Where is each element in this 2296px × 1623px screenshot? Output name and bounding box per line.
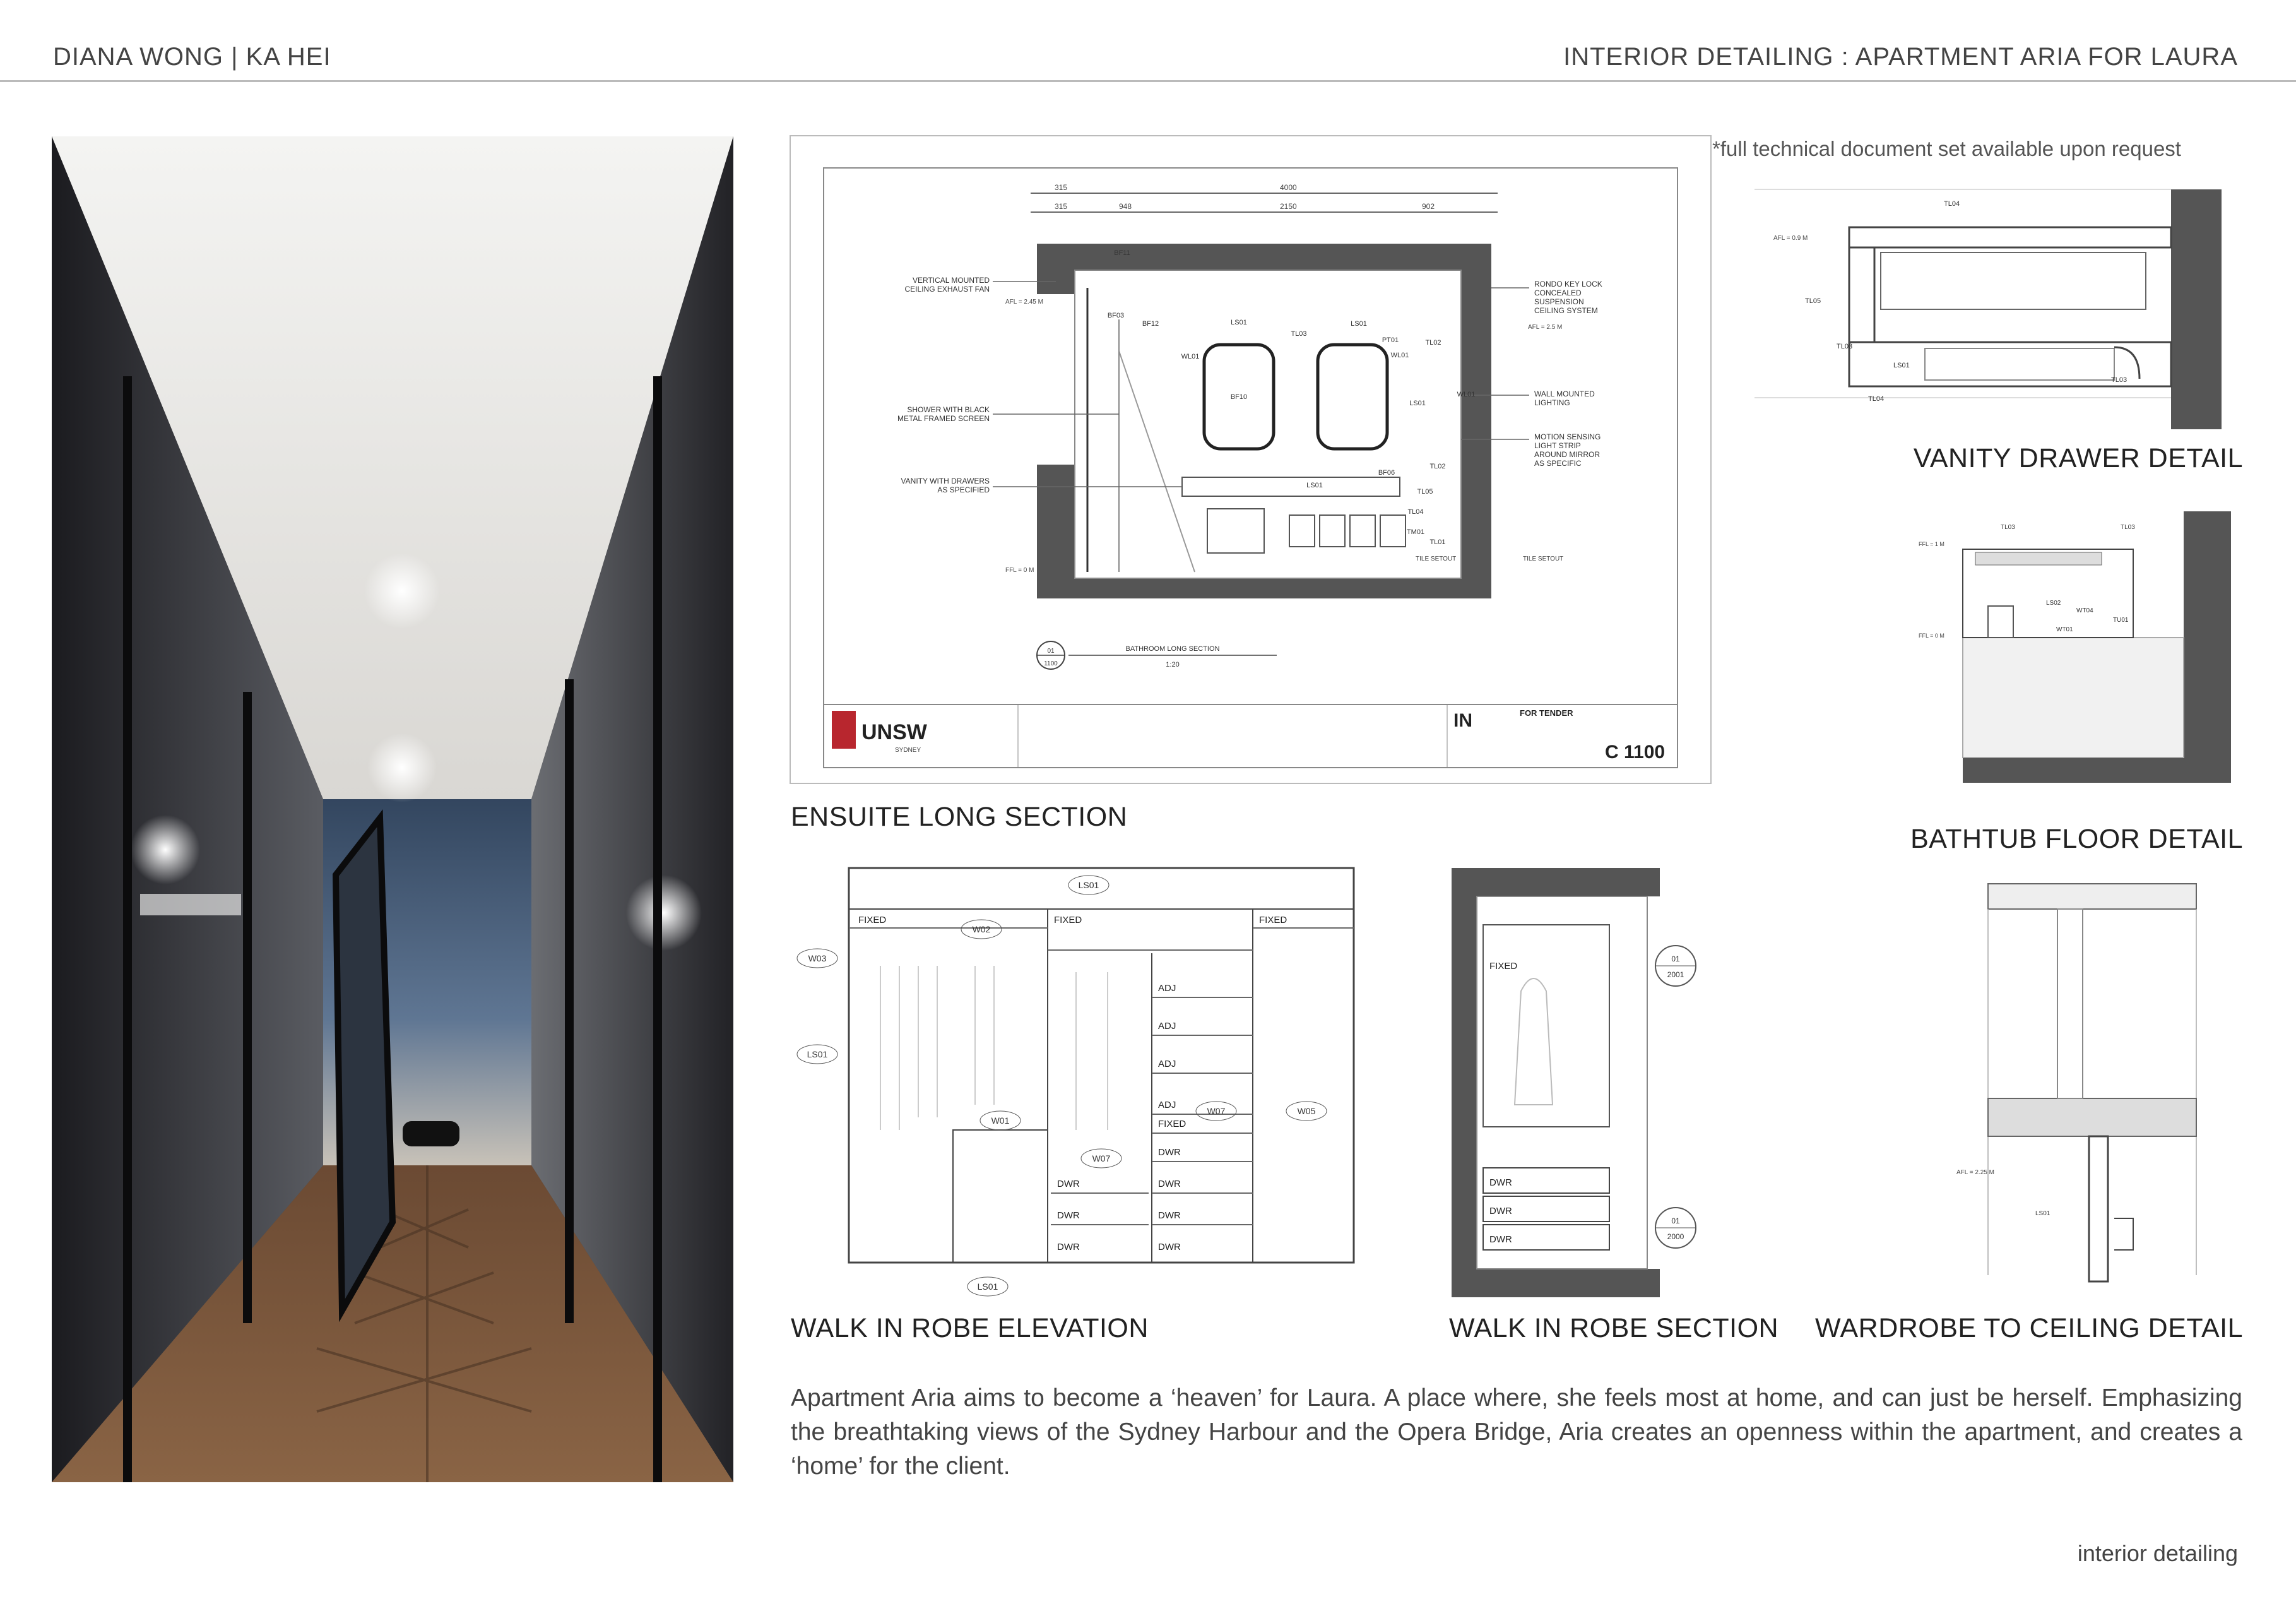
section-ref-1-sheet: 2001: [1667, 970, 1684, 979]
label-exhaust-fan-2: CEILING EXHAUST FAN: [904, 285, 990, 294]
tag-tl04: TL04: [1407, 508, 1424, 516]
tech-doc-note: *full technical document set available upon request: [1712, 137, 2181, 160]
caption-vanity-drawer-detail: VANITY DRAWER DETAIL: [1913, 443, 2243, 473]
vanity-tag-tl04-b: TL04: [1868, 395, 1885, 403]
bathtub-ffl-2: FFL = 0 M: [1919, 633, 1944, 639]
tag-ls01-d: LS01: [1306, 482, 1323, 489]
robe-label-fixed-1: FIXED: [858, 915, 887, 925]
titleblock-sheet: C 1100: [1605, 742, 1666, 763]
bathtub-tag-ls02: LS02: [2046, 600, 2061, 607]
bathtub-tag-tl03-b: TL03: [2121, 524, 2135, 531]
robe-label-dwr-4: DWR: [1057, 1210, 1080, 1221]
section-label-fixed: FIXED: [1489, 961, 1518, 972]
tag-bf11: BF11: [1114, 249, 1130, 257]
robe-label-fixed-4: FIXED: [1158, 1119, 1186, 1129]
robe-label-adj-1: ADJ: [1158, 983, 1176, 994]
header-divider: [0, 80, 2296, 82]
caption-bathtub-floor-detail: BATHTUB FLOOR DETAIL: [1910, 824, 2243, 854]
walk-in-robe-render: [52, 136, 733, 1482]
tag-bf06: BF06: [1378, 469, 1395, 477]
ffl: FFL = 0 M: [1005, 567, 1034, 574]
label-motion-3: AROUND MIRROR: [1534, 450, 1600, 459]
titleblock-status: FOR TENDER: [1520, 708, 1573, 718]
tag-wl01-c: WL01: [1457, 391, 1476, 398]
tag-bf03: BF03: [1107, 312, 1125, 319]
label-vanity-1: VANITY WITH DRAWERS: [901, 477, 990, 485]
project-description: Apartment Aria aims to become a ‘heaven’ for Laura. A place where, she feels most at home, and can just be herself. Emphasizing the breathtaking views of the Sydney Harbour and the Opera Bridge, Aria creates an openness within the apartment, and creates a ‘home’ for the client.: [791, 1384, 2242, 1480]
walk-in-robe-section-drawing: [1445, 865, 1748, 1300]
tag-ls01-b: LS01: [1351, 320, 1367, 328]
robe-label-adj-2: ADJ: [1158, 1021, 1176, 1031]
robe-label-fixed-2: FIXED: [1054, 915, 1082, 925]
dim-top-1: 315: [1055, 183, 1068, 192]
caption-ensuite-long-section: ENSUITE LONG SECTION: [791, 802, 1128, 832]
ceiling-tag-ls01: LS01: [2035, 1210, 2050, 1217]
titleblock-stamp: IN: [1453, 710, 1472, 731]
tag-wl01-a: WL01: [1181, 353, 1200, 360]
dim-top-4: 948: [1119, 202, 1132, 211]
robe-label-dwr-5: DWR: [1158, 1210, 1181, 1221]
tag-tl02-b: TL02: [1429, 463, 1446, 470]
label-motion-1: MOTION SENSING: [1534, 432, 1601, 441]
label-rondo-4: CEILING SYSTEM: [1534, 306, 1598, 315]
label-shower-1: SHOWER WITH BLACK: [907, 405, 990, 414]
section-label-dwr-2: DWR: [1489, 1206, 1512, 1216]
dim-top-6: 902: [1422, 202, 1435, 211]
label-rondo-1: RONDO KEY LOCK: [1534, 280, 1602, 288]
label-exhaust-fan-1: VERTICAL MOUNTED: [912, 276, 990, 285]
robe-label-dwr-6: DWR: [1057, 1242, 1080, 1252]
walk-in-robe-elevation-drawing: [792, 865, 1398, 1307]
robe-tag-w03: W03: [808, 953, 827, 963]
label-lighting-1: WALL MOUNTED: [1534, 389, 1595, 398]
robe-tag-w07-b: W07: [1207, 1106, 1226, 1116]
vanity-tag-tl03-a: TL03: [1837, 343, 1853, 350]
caption-walk-in-robe-elevation: WALK IN ROBE ELEVATION: [791, 1313, 1149, 1343]
tag-tl02-a: TL02: [1425, 339, 1441, 347]
unsw-logo-sub: SYDNEY: [895, 747, 921, 754]
robe-label-dwr-1: DWR: [1158, 1147, 1181, 1158]
robe-label-dwr-3: DWR: [1158, 1179, 1181, 1189]
section-sheet: 1100: [1044, 660, 1058, 667]
robe-label-dwr-2: DWR: [1057, 1179, 1080, 1189]
label-motion-2: LIGHT STRIP: [1534, 441, 1581, 450]
bathtub-tag-tl03-a: TL03: [2001, 524, 2015, 531]
vanity-tag-ls01: LS01: [1893, 362, 1910, 369]
section-scale: 1:20: [1166, 661, 1180, 669]
label-motion-4: AS SPECIFIC: [1534, 459, 1582, 468]
label-rondo-2: CONCEALED: [1534, 288, 1582, 297]
vanity-tag-tl03-b: TL03: [2111, 376, 2127, 384]
dim-top-2: 4000: [1280, 183, 1297, 192]
tag-bf12: BF12: [1142, 320, 1159, 328]
bathtub-tag-wt04: WT04: [2076, 607, 2093, 614]
label-rondo-3: SUSPENSION: [1534, 297, 1584, 306]
robe-tag-ls01-left: LS01: [807, 1049, 828, 1059]
robe-tag-ls01-bottom: LS01: [977, 1281, 998, 1292]
tag-tl01: TL01: [1429, 538, 1446, 546]
robe-label-fixed-3: FIXED: [1259, 915, 1287, 925]
afl-left: AFL = 2.45 M: [1005, 299, 1043, 306]
tag-tm01: TM01: [1406, 528, 1425, 536]
vanity-afl: AFL = 0.9 M: [1773, 235, 1808, 242]
caption-wardrobe-to-ceiling-detail: WARDROBE TO CEILING DETAIL: [1814, 1313, 2243, 1343]
dim-top-3: 315: [1055, 202, 1068, 211]
tile-setout-2: TILE SETOUT: [1523, 556, 1564, 562]
robe-tag-w01: W01: [991, 1115, 1010, 1126]
robe-label-adj-3: ADJ: [1158, 1059, 1176, 1069]
tag-ls01-c: LS01: [1409, 400, 1426, 407]
vanity-tag-tl04: TL04: [1944, 200, 1960, 208]
robe-label-adj-4: ADJ: [1158, 1100, 1176, 1110]
bathtub-floor-detail-drawing: [1912, 511, 2234, 789]
label-lighting-2: LIGHTING: [1534, 398, 1570, 407]
tag-wl01-b: WL01: [1390, 352, 1409, 359]
bathtub-ffl-1: FFL = 1 M: [1919, 541, 1944, 547]
section-label-dwr-3: DWR: [1489, 1234, 1512, 1245]
label-vanity-2: AS SPECIFIED: [937, 485, 990, 494]
footer-section-label: interior detailing: [2077, 1540, 2238, 1566]
bathtub-tag-wt01: WT01: [2056, 626, 2073, 633]
page-title: INTERIOR DETAILING : APARTMENT ARIA FOR LAURA: [1563, 43, 2238, 71]
tag-tl05: TL05: [1417, 488, 1433, 496]
ensuite-drawing-sheet: [790, 135, 1712, 784]
section-ref-2-sheet: 2000: [1667, 1232, 1684, 1241]
section-title: BATHROOM LONG SECTION: [1125, 645, 1220, 653]
afl-right: AFL = 2.5 M: [1528, 324, 1563, 331]
robe-tag-ls01-top: LS01: [1078, 880, 1099, 890]
label-shower-2: METAL FRAMED SCREEN: [897, 414, 990, 423]
caption-walk-in-robe-section: WALK IN ROBE SECTION: [1449, 1313, 1779, 1343]
tile-setout-1: TILE SETOUT: [1416, 556, 1457, 562]
bathtub-tag-tu01: TU01: [2113, 617, 2129, 624]
robe-label-dwr-7: DWR: [1158, 1242, 1181, 1252]
vanity-drawer-detail-drawing: [1755, 177, 2234, 429]
ceiling-afl: AFL = 2.25 M: [1956, 1169, 1994, 1176]
unsw-logo-text: UNSW: [861, 720, 927, 744]
tag-pt01: PT01: [1382, 336, 1399, 344]
tag-ls01-a: LS01: [1231, 319, 1247, 326]
robe-tag-w02: W02: [972, 924, 991, 934]
robe-tag-w05: W05: [1297, 1106, 1316, 1116]
section-label-dwr-1: DWR: [1489, 1177, 1512, 1188]
wardrobe-ceiling-detail-drawing: [1931, 871, 2234, 1288]
section-num: 01: [1047, 648, 1055, 655]
section-ref-1-num: 01: [1671, 954, 1680, 963]
author-name: DIANA WONG | KA HEI: [53, 43, 331, 71]
section-ref-2-num: 01: [1671, 1216, 1680, 1225]
ensuite-long-section-drawing: [791, 136, 1710, 783]
dim-top-5: 2150: [1280, 202, 1297, 211]
robe-tag-w07-a: W07: [1092, 1153, 1111, 1163]
tag-bf10: BF10: [1230, 393, 1248, 401]
vanity-tag-tl05: TL05: [1805, 297, 1821, 305]
tag-tl03: TL03: [1291, 330, 1307, 338]
